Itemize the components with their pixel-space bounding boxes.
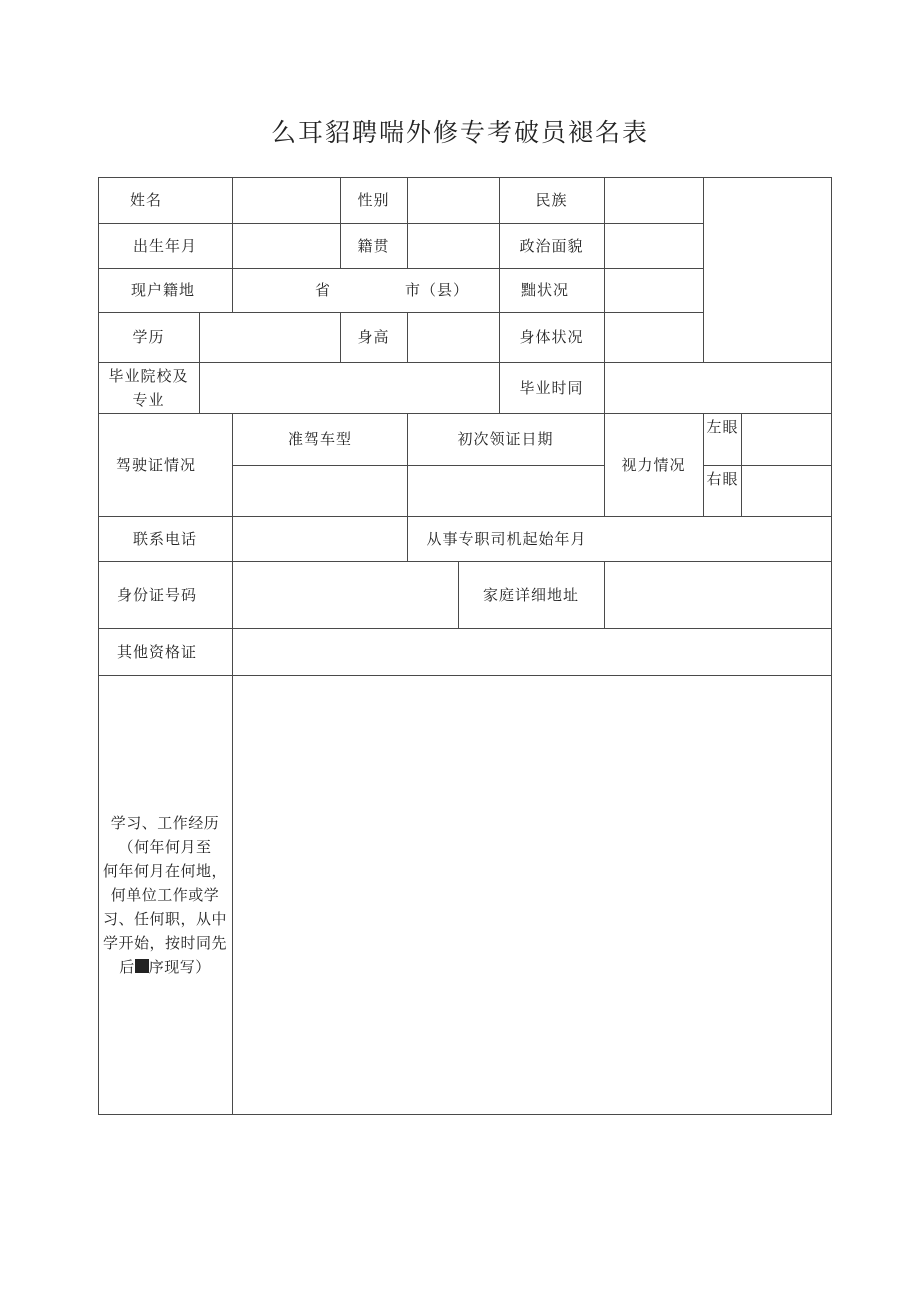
height-label: 身高 [357, 328, 390, 346]
graduation-time-label: 毕业时同 [519, 378, 584, 397]
phone-field[interactable] [233, 517, 407, 561]
history-line-2: （何年何月至 [118, 837, 212, 856]
id-number-label: 身份证号码 [116, 585, 197, 604]
history-line-7 [119, 955, 211, 979]
driver-since-label: 从事专职司机起始年月 [426, 529, 587, 548]
home-address-field[interactable] [605, 562, 831, 628]
history-line-7a: 后 [119, 957, 135, 976]
history-line-6: 学开始，按时同先 [102, 933, 227, 952]
license-label: 驾驶证情况 [115, 455, 196, 474]
work-history-field[interactable] [233, 676, 831, 1114]
birth-label: 出生年月 [132, 236, 197, 255]
history-line-4: 何单位工作或学 [110, 885, 220, 904]
right-eye-field[interactable] [742, 466, 831, 516]
marital-status-field[interactable] [605, 269, 703, 312]
history-line-1: 学习、工作经历 [110, 813, 220, 832]
history-line-7b: 序现写） [148, 957, 211, 976]
residence-label: 现户籍地 [130, 281, 195, 299]
ethnicity-label: 民族 [535, 191, 568, 209]
name-field[interactable] [233, 178, 340, 223]
left-eye-field[interactable] [742, 414, 831, 465]
left-eye-label: 左眼 [706, 418, 739, 436]
birth-field[interactable] [233, 224, 340, 268]
name-label: 姓名 [129, 191, 162, 209]
education-field[interactable] [200, 313, 340, 362]
other-cert-label: 其他资格证 [116, 642, 197, 661]
ethnicity-field[interactable] [605, 178, 703, 223]
political-status-field[interactable] [605, 224, 703, 268]
history-line-3: 何年何月在何地， [102, 861, 227, 880]
native-place-label: 籍贯 [357, 236, 390, 255]
phone-label: 联系电话 [132, 529, 197, 548]
marital-status-label: 黜状况 [520, 281, 569, 299]
photo-area[interactable] [704, 178, 831, 362]
other-cert-field[interactable] [233, 629, 831, 675]
political-status-label: 政治面貌 [519, 236, 584, 255]
right-eye-label: 右眼 [706, 470, 739, 488]
vision-label: 视力情况 [621, 455, 686, 474]
driver-since-field[interactable] [606, 517, 831, 561]
redaction-block-icon [135, 959, 149, 973]
city-county-label: 市（县） [404, 281, 469, 299]
home-address-label: 家庭详细地址 [482, 585, 579, 604]
form-title: 么耳貂聘喘外修专考破员褪名表 [270, 118, 649, 147]
province-label: 省 [314, 281, 331, 299]
work-history-label [98, 675, 232, 1114]
education-label: 学历 [132, 328, 165, 346]
health-field[interactable] [605, 313, 703, 362]
height-field[interactable] [408, 313, 499, 362]
school-major-label-line2: 专业 [132, 390, 165, 409]
first-issue-date-label: 初次领证日期 [457, 430, 554, 448]
history-line-5: 习、任何职，从中 [102, 909, 227, 928]
native-place-field[interactable] [408, 224, 499, 268]
first-issue-date-field[interactable] [408, 466, 604, 516]
vehicle-type-label: 准驾车型 [287, 430, 352, 448]
vehicle-type-field[interactable] [233, 466, 407, 516]
health-label: 身体状况 [519, 328, 584, 346]
school-major-field[interactable] [200, 363, 499, 413]
school-major-label-line1: 毕业院校及 [108, 366, 189, 385]
id-number-field[interactable] [233, 562, 458, 628]
school-major-label [98, 362, 199, 413]
gender-label: 性别 [357, 191, 390, 209]
gender-field[interactable] [408, 178, 499, 223]
graduation-time-field[interactable] [605, 363, 831, 413]
